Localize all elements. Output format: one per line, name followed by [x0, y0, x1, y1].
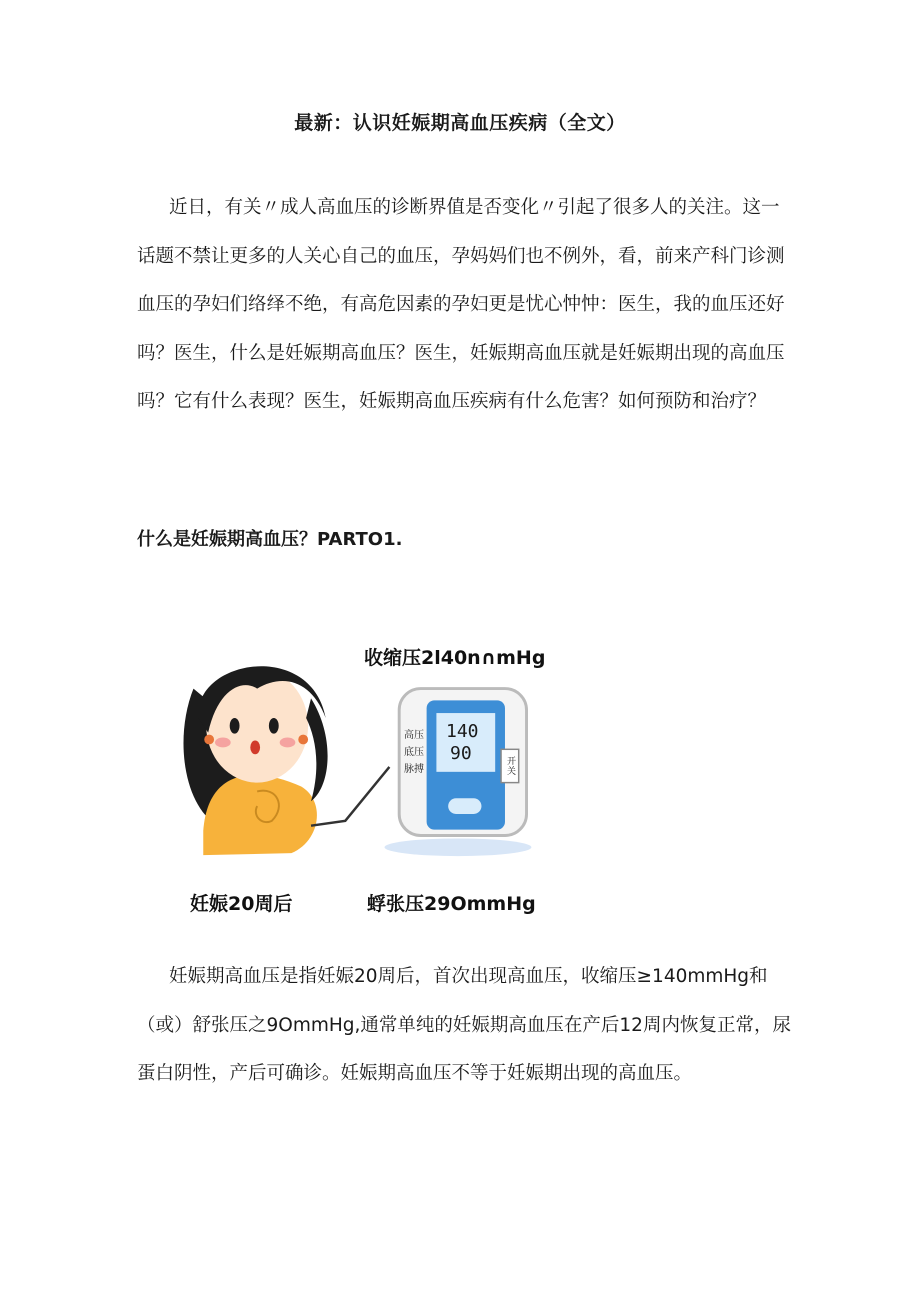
- label-low: 底压: [404, 747, 424, 758]
- reading-low: 90: [450, 743, 472, 764]
- label-pulse: 脉搏: [404, 764, 424, 775]
- definition-text: 妊娠期高血压是指妊娠20周后，首次出现高血压，收缩压≥140mmHg和（或）舒张压之9OmmHg,通常单纯的妊娠期高血压在产后12周内恢复正常，尿蛋白阴性，产后可确诊。妊娠期高血压不等于妊娠期出现的高血压。: [137, 966, 791, 1084]
- definition-paragraph: [137, 953, 792, 1099]
- document-title: 最新：认识妊娠期高血压疾病（全文）: [294, 112, 626, 134]
- section-heading: 什么是妊娠期高血压？PARTO1.: [137, 529, 403, 550]
- diastolic-label: 蜉张压29OmmHg: [367, 893, 536, 915]
- weeks-label: 妊娠20周后: [190, 893, 293, 915]
- reading-high: 140: [446, 721, 479, 742]
- systolic-label: 收缩压2l40n∩mHg: [364, 647, 546, 669]
- intro-text: 近日，有关〃成人高血压的诊断界值是否变化〃引起了很多人的关注。这一话题不禁让更多的人关心自己的血压，孕妈妈们也不例外，看，前来产科门诊测血压的孕妇们络绎不绝，有高危因素的孕妇更是忧心忡忡：医生，我的血压还好吗？医生，什么是妊娠期高血压？医生，妊娠期高血压就是妊娠期出现的高血压吗？它有什么表现？医生，妊娠期高血压疾病有什么危害？如何预防和治疗？: [137, 197, 785, 412]
- label-high: 高压: [404, 730, 424, 741]
- pregnant-woman-and-monitor-illustration: [160, 620, 560, 860]
- switch-label: 开关: [507, 757, 517, 777]
- monitor-side-labels: [404, 727, 424, 778]
- intro-paragraph: [137, 184, 792, 427]
- pregnant-woman-drawing: [183, 666, 327, 855]
- monitor-readings: [446, 721, 479, 765]
